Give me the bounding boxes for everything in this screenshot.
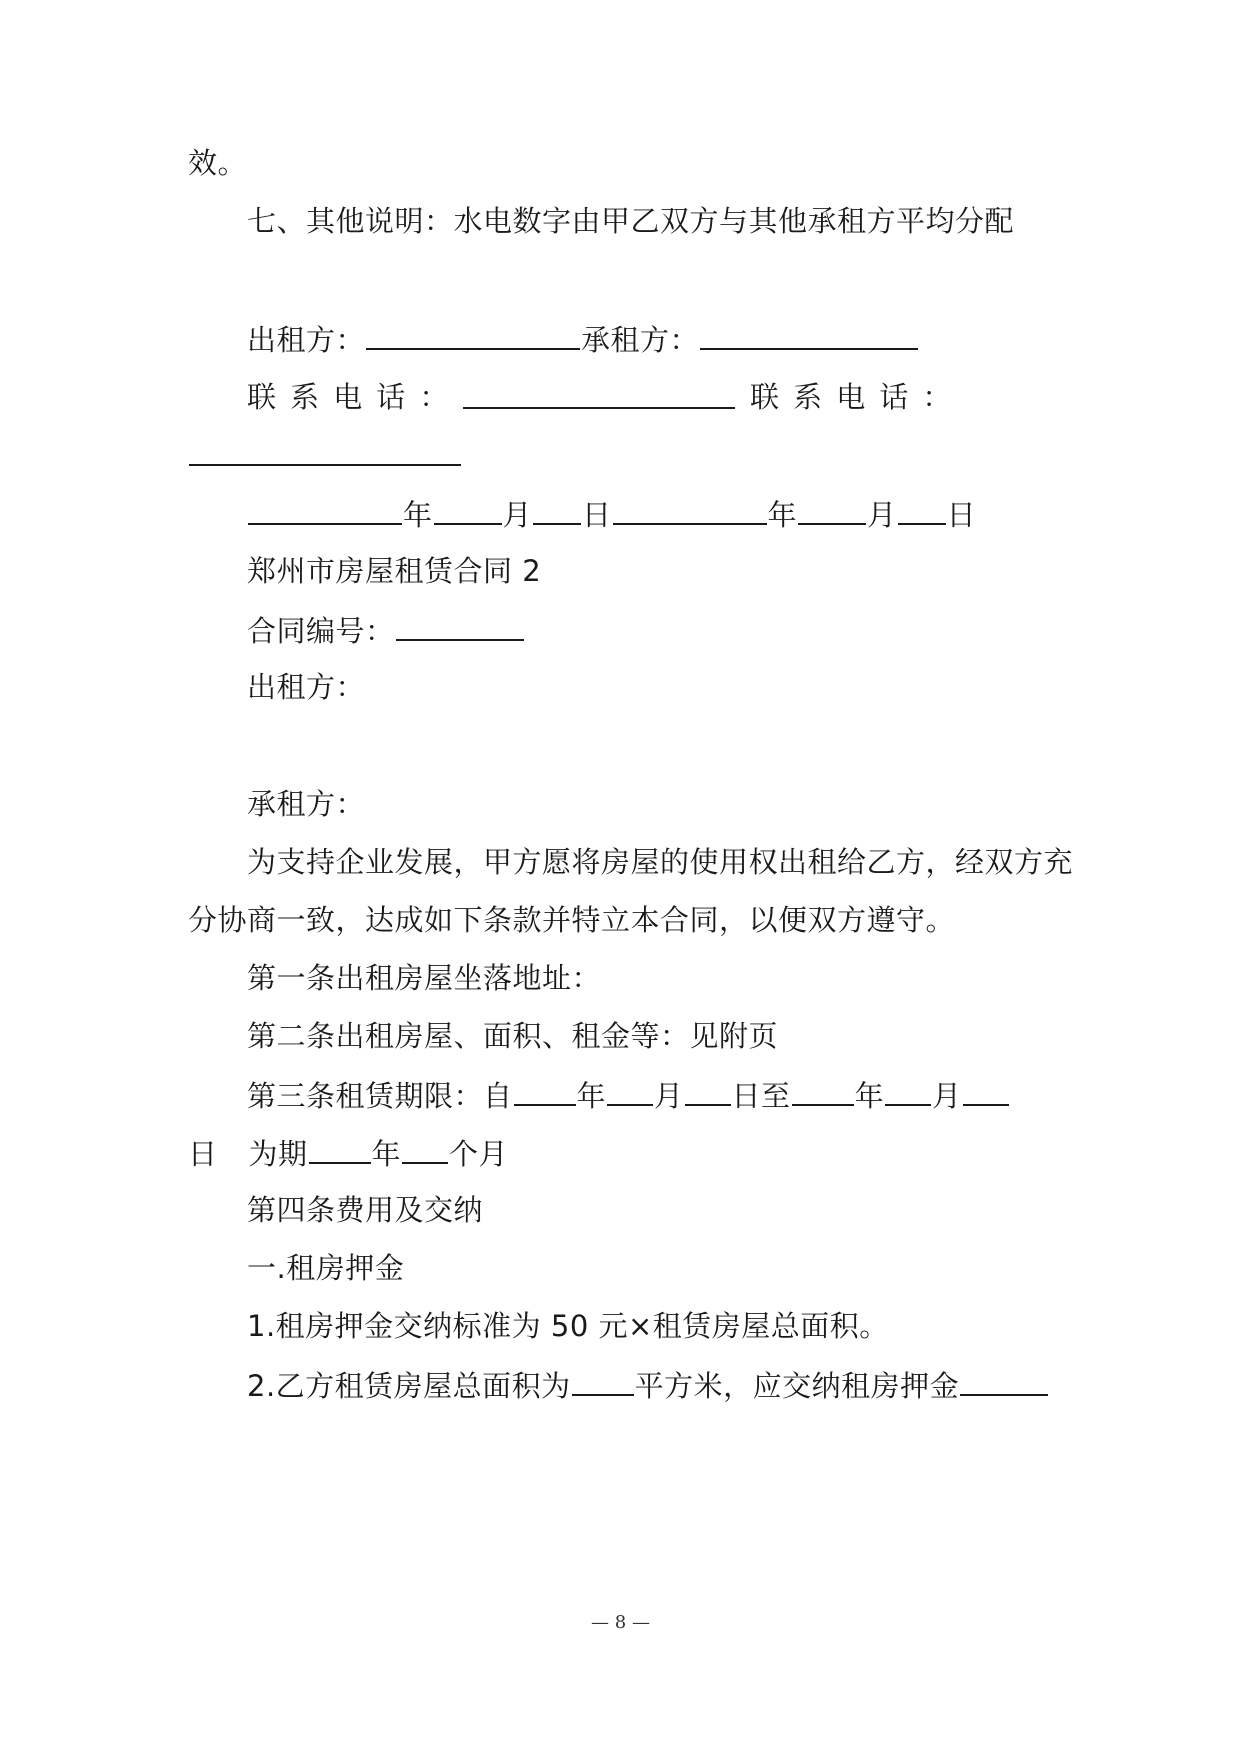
month-label: 月 — [502, 498, 533, 532]
text-line: 效。 — [188, 146, 248, 180]
month-blank[interactable] — [434, 493, 502, 525]
day-blank[interactable] — [898, 493, 946, 525]
deposit-item-2-prefix: 2.乙方租赁房屋总面积为 — [247, 1369, 571, 1403]
article-2: 第二条出租房屋、面积、租金等：见附页 — [247, 1019, 779, 1053]
deposit-item-1: 1.租房押金交纳标准为 50 元×租赁房屋总面积。 — [247, 1309, 889, 1343]
phone-row-content — [247, 377, 952, 417]
end-month-blank[interactable] — [885, 1074, 931, 1106]
lessee-label: 承租方： — [581, 323, 700, 357]
article-3-prefix: 第三条租赁期限：自 — [247, 1079, 513, 1113]
phone-char: 话 — [879, 380, 909, 414]
start-month-blank[interactable] — [607, 1074, 653, 1106]
month-label: 月 — [867, 498, 897, 532]
intro-paragraph-line: 为支持企业发展，甲方愿将房屋的使用权出租给乙方，经双方充 — [247, 845, 1074, 879]
contract-number-row — [247, 609, 1127, 651]
lessor-phone-blank[interactable] — [463, 377, 735, 409]
contract-title: 郑州市房屋租赁合同 2 — [247, 554, 542, 588]
article-3-continued — [188, 1132, 1068, 1174]
month-label: 月 — [654, 1079, 684, 1113]
day-blank[interactable] — [533, 493, 581, 525]
phone-char: 电 — [333, 380, 363, 414]
article-4: 第四条费用及交纳 — [247, 1193, 484, 1227]
start-year-blank[interactable] — [514, 1074, 576, 1106]
signature-parties-row — [247, 318, 1127, 360]
phone-char: ： — [922, 380, 952, 414]
clause-other-notes: 七、其他说明：水电数字由甲乙双方与其他承租方平均分配 — [247, 204, 1015, 238]
contract-number-blank[interactable] — [396, 609, 524, 641]
article-3 — [247, 1074, 1127, 1116]
phone-char: 系 — [290, 380, 320, 414]
end-year-blank[interactable] — [792, 1074, 854, 1106]
day-label: 日 — [946, 498, 977, 532]
period-months-blank[interactable] — [402, 1132, 448, 1164]
lessor-label: 出租方： — [247, 323, 366, 357]
phone-char: ： — [419, 380, 449, 414]
area-blank[interactable] — [572, 1364, 634, 1396]
deposit-amount-blank[interactable] — [960, 1364, 1048, 1396]
phone-char: 联 — [750, 380, 780, 414]
phone-char: 系 — [793, 380, 823, 414]
year-label: 年 — [767, 498, 798, 532]
year-label: 年 — [576, 1079, 607, 1113]
month-blank[interactable] — [798, 493, 866, 525]
intro-paragraph-line: 分协商一致，达成如下条款并特立本合同，以便双方遵守。 — [188, 903, 956, 937]
year-label: 年 — [403, 498, 433, 532]
year-label: 年 — [371, 1137, 402, 1171]
lessee-phone-blank[interactable] — [189, 434, 461, 466]
lessee-blank[interactable] — [700, 318, 918, 350]
period-label: 为期 — [248, 1137, 308, 1171]
month-label: 月 — [932, 1079, 962, 1113]
page-number: — 8 — — [591, 1612, 650, 1633]
months-label: 个月 — [449, 1137, 509, 1171]
lessor-line: 出租方： — [247, 670, 366, 704]
year-blank[interactable] — [248, 493, 402, 525]
phone-char: 联 — [247, 380, 277, 414]
phone-char: 电 — [836, 380, 866, 414]
day-label: 日 — [188, 1137, 218, 1171]
end-day-blank[interactable] — [963, 1074, 1009, 1106]
contract-number-label: 合同编号： — [247, 614, 395, 648]
lessor-blank[interactable] — [366, 318, 580, 350]
lessee-line: 承租方： — [247, 787, 366, 821]
deposit-item-2 — [247, 1364, 1127, 1406]
start-day-blank[interactable] — [685, 1074, 731, 1106]
phone-char: 话 — [376, 380, 406, 414]
deposit-item-2-middle: 平方米，应交纳租房押金 — [634, 1369, 960, 1403]
year-label: 年 — [854, 1079, 885, 1113]
day-label: 日 — [582, 498, 612, 532]
year-blank[interactable] — [613, 493, 767, 525]
article-1: 第一条出租房屋坐落地址： — [247, 961, 602, 995]
day-to-label: 日至 — [731, 1079, 791, 1113]
phone-row — [247, 377, 1127, 417]
date-row — [247, 493, 1127, 535]
deposit-title: 一.租房押金 — [247, 1251, 405, 1285]
period-years-blank[interactable] — [309, 1132, 371, 1164]
lessee-phone-row — [188, 434, 1068, 476]
